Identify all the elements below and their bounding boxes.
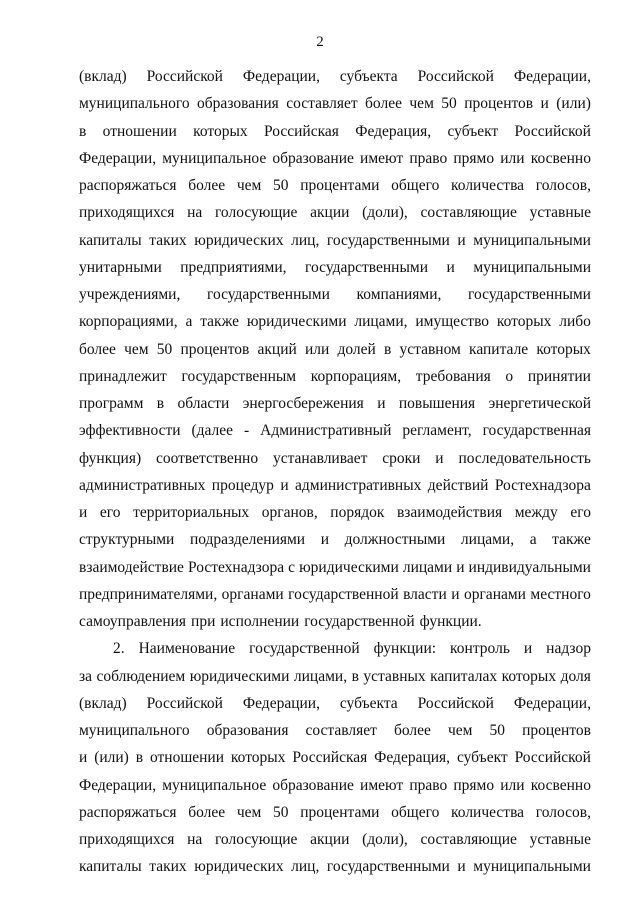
- page-number: 2: [316, 34, 324, 50]
- text-line: за соблюдением юридическими лицами, в уставных капиталах которых доля: [79, 667, 591, 685]
- text-line: приходящихся на голосующие акции (доли), составляющие уставные: [79, 204, 591, 222]
- body-text: [79, 63, 591, 881]
- text-line: административных процедур и административных действий Ростехнадзора: [79, 476, 591, 494]
- text-line: функция) соответственно устанавливает сроки и последовательность: [79, 449, 591, 467]
- text-line: (вклад) Российской Федерации, субъекта Российской Федерации,: [79, 694, 591, 712]
- text-line: (вклад) Российской Федерации, субъекта Российской Федерации,: [79, 68, 591, 85]
- text-line: распоряжаться более чем 50 процентами общего количества голосов,: [79, 803, 591, 821]
- text-line: программ в области энергосбережения и повышения энергетической: [79, 395, 591, 412]
- text-line: 2. Наименование государственной функции: контроль и надзор: [113, 640, 591, 658]
- text-line: эффективности (далее - Административный регламент, государственная: [79, 422, 591, 440]
- text-line: муниципального образования составляет более чем 50 процентов: [79, 722, 591, 739]
- text-line: самоуправления при исполнении государственной функции.: [79, 613, 482, 630]
- text-line: и (или) в отношении которых Российская Федерация, субъект Российской: [79, 749, 591, 767]
- text-line: в отношении которых Российская Федерация, субъект Российской: [79, 122, 591, 140]
- text-line: более чем 50 процентов акций или долей в уставном капитале которых: [79, 340, 591, 358]
- text-line: капиталы таких юридических лиц, государственными и муниципальными: [79, 231, 591, 249]
- text-line: и его территориальных органов, порядок взаимодействия между его: [79, 504, 591, 521]
- text-line: структурными подразделениями и должностными лицами, а также: [79, 531, 591, 549]
- text-line: унитарными предприятиями, государственными и муниципальными: [79, 258, 591, 276]
- text-line: приходящихся на голосующие акции (доли), составляющие уставные: [79, 831, 591, 848]
- text-line: Федерации, муниципальное образование имеют право прямо или косвенно: [79, 149, 591, 167]
- text-line: муниципального образования составляет более чем 50 процентов и (или): [79, 95, 591, 113]
- text-line: Федерации, муниципальное образование имеют право прямо или косвенно: [79, 776, 591, 794]
- text-line: учреждениями, государственными компаниями, государственными: [79, 286, 591, 303]
- text-line: взаимодействие Ростехнадзора с юридическими лицами и индивидуальными: [79, 558, 591, 576]
- text-line: предпринимателями, органами государственной власти и органами местного: [79, 585, 591, 603]
- text-line: корпорациями, а также юридическими лицами, имущество которых либо: [79, 313, 591, 331]
- text-line: принадлежит государственным корпорациям, требования о принятии: [79, 367, 591, 385]
- text-line: распоряжаться более чем 50 процентами общего количества голосов,: [79, 177, 591, 194]
- text-line: капиталы таких юридических лиц, государственными и муниципальными: [79, 858, 591, 876]
